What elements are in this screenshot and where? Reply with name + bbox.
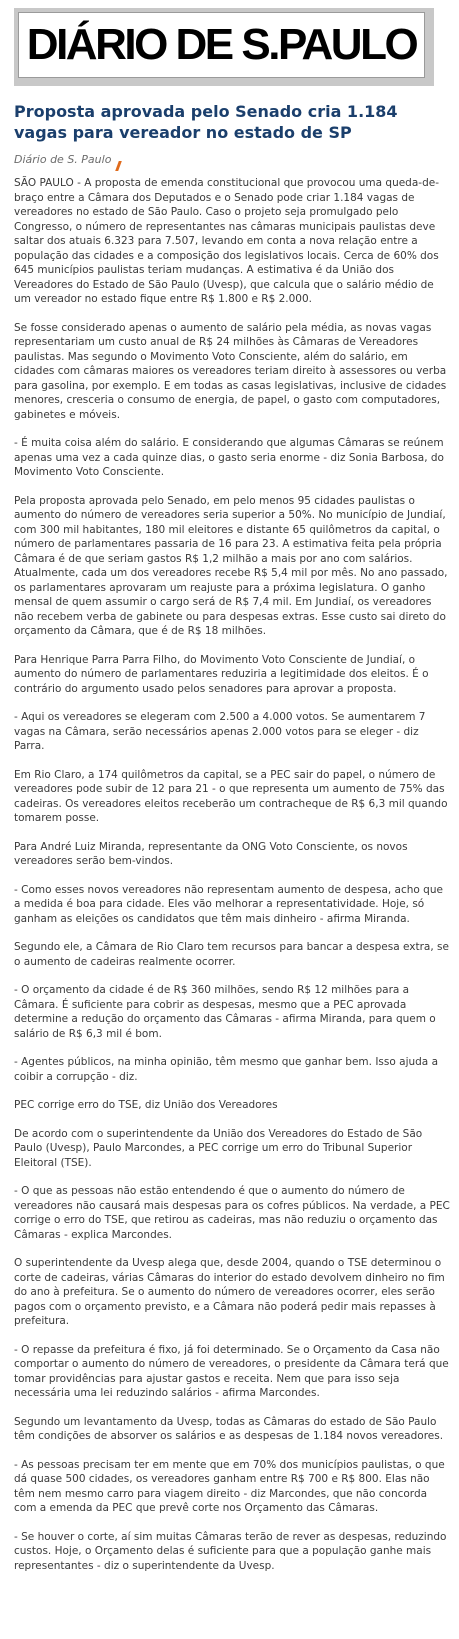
article-paragraph: - Agentes públicos, na minha opinião, têm mesmo que ganhar bem. Isso ajuda a coibir a corrupção - diz. [14,1056,439,1083]
article-paragraph: - O orçamento da cidade é de R$ 360 milhões, sendo R$ 12 milhões para a Câmara. É suficiente para cobrir as despesas, mesmo que a PEC aprovada determine a redução do orçamento das Câmaras - afirma Miranda, para quem o salário de R$ 6,3 mil é bom. [14,984,436,1040]
article-paragraph: - Como esses novos vereadores não representam aumento de despesa, acho que a medida é boa para cidade. Eles vão melhorar a representatividade. Hoje, só ganham as eleições os candidatos que têm mais dinheiro - afirma Miranda. [14,883,443,925]
article-headline: Proposta aprovada pelo Senado cria 1.184 vagas para vereador no estado de SP [14,102,398,142]
article-paragraph: Para Henrique Parra Parra Filho, do Movimento Voto Consciente de Jundiaí, o aumento do número de parlamentares reduziria a legitimidade dos eleitos. É o contrário do argumento usado pelos senadores para aprovar a proposta. [14,653,429,695]
article-source: Diário de S. Paulo [14,153,112,166]
article-paragraph: Pela proposta aprovada pelo Senado, em pelo menos 95 cidades paulistas o aumento do número de vereadores seria superior a 50%. No município de Jundiaí, com 300 mil habitantes, 180 mil eleitores e distante 65 quilômetros da capital, o número de parlamentares passaria de 16 para 23. A estimativa feita pela própria Câmara é de que seriam gastos R$ 1,2 milhão a mais por ano com salários. Atualmente, cada um dos vereadores recebe R$ 5,4 mil por mês. No ano passado, os parlamentares aprovaram um reajuste para a próxima legislatura. O ganho mensal de quem assumir o cargo será de R$ 7,4 mil. Em Jundiaí, os vereadores não recebem verba de gabinete ou para despesas extras. Esse custo sai direto do orçamento da Câmara, que é de R$ 18 milhões. [14,494,448,637]
article-paragraph: PEC corrige erro do TSE, diz União dos Vereadores [14,1099,278,1111]
article-paragraph: - O que as pessoas não estão entendendo é que o aumento do número de vereadores não causará mais despesas para os cofres públicos. Na verdade, a PEC corrige o erro do TSE, que retirou as cadeiras, mas não reduziu o orçamento das Câmaras - explica Marcondes. [14,1185,450,1241]
masthead-frame [18,12,425,78]
article-paragraph: - O repasse da prefeitura é fixo, já foi determinado. Se o Orçamento da Casa não comportar o aumento do número de vereadores, o presidente da Câmara terá que tomar providências para ajustar gastos e receita. Nem que para isso seja necessária uma lei reduzindo salários - afirma Marcondes. [14,1343,449,1399]
article-paragraph: Em Rio Claro, a 174 quilômetros da capital, se a PEC sair do papel, o número de vereadores pode subir de 12 para 21 - o que representa um aumento de 75% das cadeiras. Os vereadores eleitos receberão um contracheque de R$ 6,3 mil quando tomarem posse. [14,768,448,824]
article-paragraph: - Aqui os vereadores se elegeram com 2.500 a 4.000 votos. Se aumentarem 7 vagas na Câmara, serão necessários apenas 2.000 votos para se eleger - diz Parra. [14,711,426,752]
article-paragraph: De acordo com o superintendente da União dos Vereadores do Estado de São Paulo (Uvesp), Paulo Marcondes, a PEC corrige um erro do Tribunal Superior Eleitoral (TSE). [14,1127,423,1169]
article-paragraph: - As pessoas precisam ter em mente que em 70% dos municípios paulistas, o que dá quase 500 cidades, os vereadores ganham entre R$ 700 e R$ 800. Elas não têm nem mesmo carro para viagem direito - diz Marcondes, que não concorda com a emenda da PEC que prevê corte nos Orçamento das Câmaras. [14,1458,445,1514]
article-paragraph: - É muita coisa além do salário. E considerando que algumas Câmaras se reúnem apenas uma vez a cada quinze dias, o gasto seria enorme - diz Sonia Barbosa, do Movimento Voto Consciente. [14,437,444,478]
article-paragraph: - Se houver o corte, aí sim muitas Câmaras terão de rever as despesas, reduzindo custos. Hoje, o Orçamento delas é suficiente para que a população ganhe mais representantes - diz o superintendente da Uvesp. [14,1530,447,1572]
article-paragraph: Se fosse considerado apenas o aumento de salário pela média, as novas vagas representariam um custo anual de R$ 24 milhões às Câmaras de Vereadores paulistas. Mas segundo o Movimento Voto Consciente, além do salário, em cidades com câmaras maiores os vereadores teriam direito à assessores ou verba para gasolina, por exemplo. E em todas as casas legislativas, inclusive de cidades menores, cresceria o consumo de energia, de papel, o gasto com computadores, gabinetes e móveis. [14,321,447,421]
article-paragraph: O superintendente da Uvesp alega que, desde 2004, quando o TSE determinou o corte de cadeiras, várias Câmaras do interior do estado devolvem dinheiro no fim do ano à prefeitura. Se o aumento do número de vereadores ocorrer, eles serão pagos com o orçamento previsto, e a Câmara não poderá pedir mais repasses à prefeitura. [14,1257,445,1327]
source-mark [115,161,122,171]
article-paragraph: Segundo ele, a Câmara de Rio Claro tem recursos para bancar a despesa extra, se o aumento de cadeiras realmente ocorrer. [14,941,449,968]
masthead [14,8,434,86]
newspaper-logo: DIÁRIO DE S.PAULO [26,20,417,69]
article-paragraph: SÃO PAULO - A proposta de emenda constitucional que provocou uma queda-de-braço entre a Câmara dos Deputados e o Senado pode criar 1.184 vagas de vereadores no estado de São Paulo. Caso o projeto seja promulgado pelo Congresso, o número de representantes nas câmaras municipais paulistas deve saltar dos atuais 6.323 para 7.507, levando em conta a nova relação entre a população das cidades e a composição dos legislativos locais. Cerca de 60% dos 645 municípios paulistas teriam mudanças. A estimativa é da União dos Vereadores do Estado de São Paulo (Uvesp), que calcula que o salário médio de um vereador no estado fique entre R$ 1.800 e R$ 2.000. [14,177,439,305]
article-paragraph: Para André Luiz Miranda, representante da ONG Voto Consciente, os novos vereadores serão bem-vindos. [14,840,408,867]
article-paragraph: Segundo um levantamento da Uvesp, todas as Câmaras do estado de São Paulo têm condições de absorver os salários e as despesas de 1.184 novos vereadores. [14,1415,444,1442]
article-body [14,176,450,1587]
